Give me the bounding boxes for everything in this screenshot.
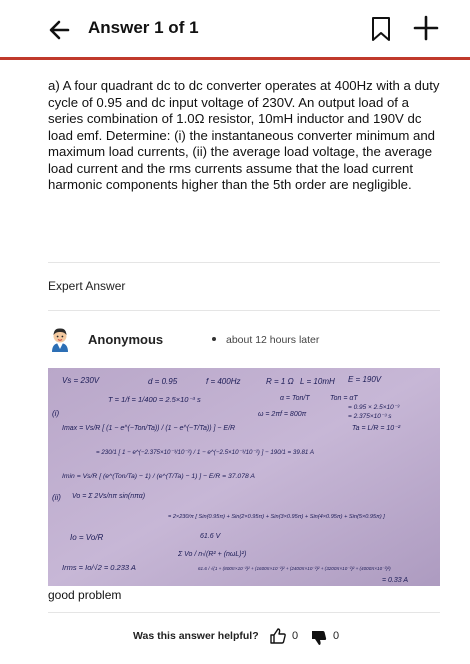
- answer-header: [48, 325, 440, 355]
- hw-line: Io = Vo/R: [70, 533, 104, 542]
- expert-answer-label: Expert Answer: [48, 279, 126, 293]
- feedback-bar: [133, 627, 373, 647]
- separator-dot: [212, 337, 216, 341]
- hw-label: (ii): [52, 493, 61, 502]
- hw-line: Vo = Σ 2Vs/nπ sin(nπα): [72, 493, 146, 500]
- arrow-left-icon[interactable]: [46, 16, 74, 44]
- hw-line: 61.6 V: [200, 533, 221, 540]
- hw-line: = 230/1 [ 1 − e^(−2.375×10⁻³/10⁻²) / 1 − e^(−2.5×10⁻³/10⁻²) ] − 190/1 = 39.81 A: [96, 449, 314, 456]
- hw-line: Ta = L/R = 10⁻²: [352, 425, 401, 432]
- question-text: a) A four quadrant dc to dc converter operates at 400Hz with a duty cycle of 0.95 and dc input voltage of 230V. An output load of a series combination of 1.0Ω resistor, 10mH inductor and 190V dc load emf. Determine: (i) the instantaneous converter minimum and maximum load currents, (ii) the average load voltage, the average load current and the rms currents assume that the load current harmonic components higher than the 5th order are negligible.: [48, 78, 440, 192]
- plus-icon[interactable]: [412, 14, 440, 42]
- divider: [48, 612, 440, 613]
- hw-line: ω = 2πf = 800π: [258, 411, 307, 418]
- author-name: Anonymous: [88, 332, 164, 347]
- hw-line: Σ Vo / n√(R² + (nωL)²): [178, 551, 247, 558]
- page-title: Answer 1 of 1: [88, 18, 199, 37]
- divider: [48, 310, 440, 311]
- answer-time: about 12 hours later: [226, 334, 320, 346]
- solution-photo: [48, 368, 440, 586]
- hw-line: α = Ton/T: [280, 395, 310, 402]
- hw-line: Imin = Vs/R [ (e^(Ton/Ta) − 1) / (e^(T/Ta) − 1) ] − E/R = 37.078 A: [62, 473, 255, 480]
- hw-line: = 2.375×10⁻³ s: [348, 413, 392, 420]
- thumbs-down-icon[interactable]: [310, 629, 328, 647]
- thumbs-down-count: 0: [333, 630, 340, 642]
- helpful-question: Was this answer helpful?: [133, 630, 259, 642]
- hw-line: Ton = αT: [330, 395, 358, 402]
- hw-line: L = 10mH: [300, 377, 335, 386]
- divider: [48, 262, 440, 263]
- hw-line: 61.6 / √(1 + (800π×10⁻²)² + (1600π×10⁻²)² + (2400π×10⁻²)² + (3200π×10⁻²)² + (4000π×10⁻²)²): [198, 566, 391, 571]
- hw-line: d = 0.95: [148, 377, 178, 386]
- hw-line: R = 1 Ω: [266, 377, 294, 386]
- hw-line: Irms = Io/√2 = 0.233 A: [62, 563, 136, 572]
- hw-line: Imax = Vs/R [ (1 − e^(−Ton/Ta)) / (1 − e^(−T/Ta)) ] − E/R: [62, 425, 236, 432]
- hw-line: T = 1/f = 1/400 = 2.5×10⁻³ s: [108, 395, 201, 404]
- bookmark-icon[interactable]: [370, 16, 392, 42]
- hw-line: = 2×230/π [ Sin(0.95π) + Sin(2×0.95π) + Sin(3×0.95π) + Sin(4×0.95π) + Sin(5×0.95π) ]: [168, 514, 385, 520]
- hw-label: (i): [52, 409, 60, 418]
- avatar: [48, 325, 72, 353]
- hw-line: E = 190V: [348, 375, 382, 384]
- hw-line: f = 400Hz: [206, 377, 241, 386]
- hw-line: = 0.33 A: [382, 577, 409, 584]
- hw-line: = 0.95 × 2.5×10⁻³: [348, 404, 400, 411]
- top-bar: [0, 0, 470, 60]
- hw-line: Vs = 230V: [62, 376, 100, 385]
- thumbs-up-icon[interactable]: [269, 627, 287, 645]
- thumbs-up-count: 0: [292, 630, 299, 642]
- answer-comment: good problem: [48, 588, 122, 602]
